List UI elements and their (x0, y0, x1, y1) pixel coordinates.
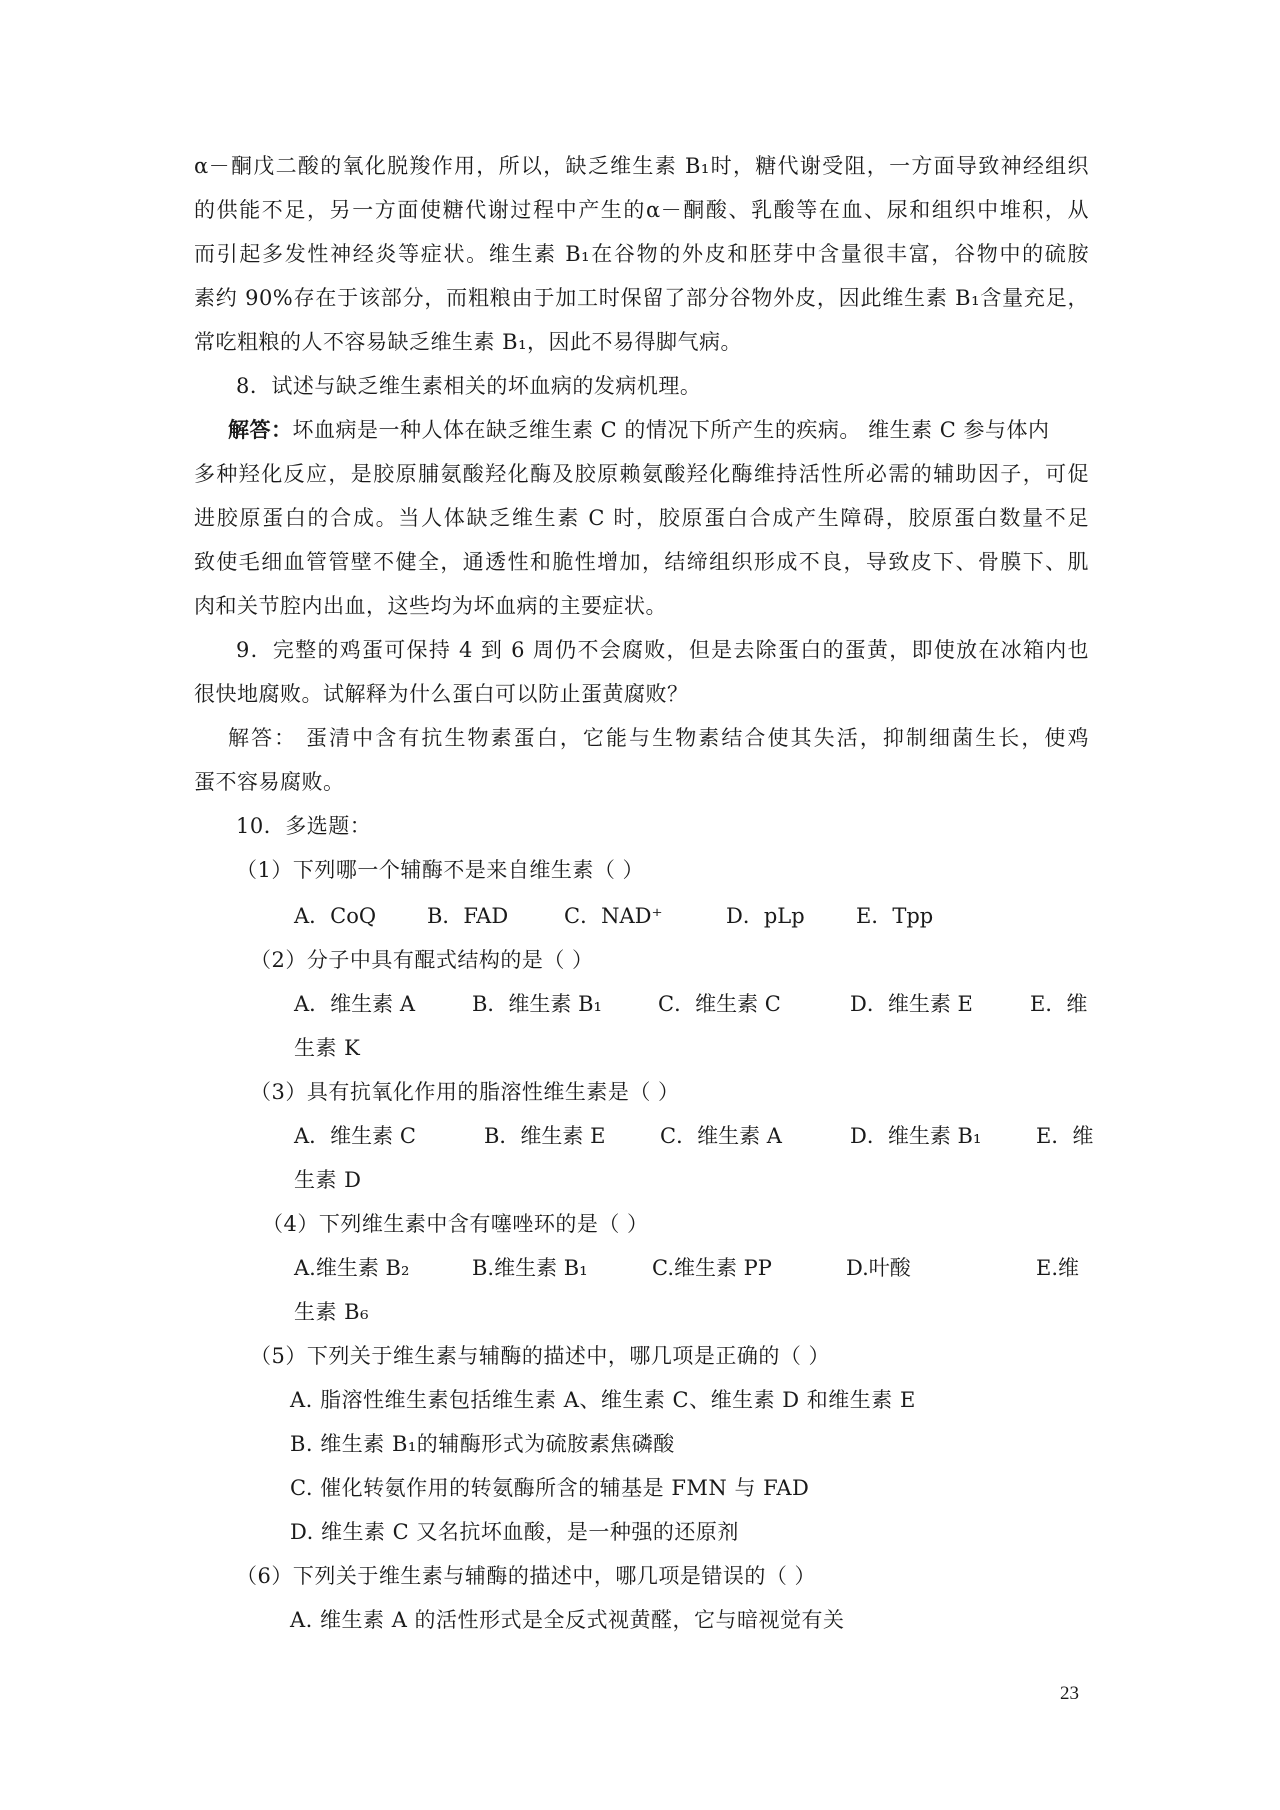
option-b: B. 维生素 B₁的辅酶形式为硫胺素焦磷酸 (290, 1432, 675, 1456)
option-e: E．维 (1030, 992, 1088, 1016)
paragraph-line: α－酮戊二酸的氧化脱羧作用，所以，缺乏维生素 B₁时，糖代谢受阻，一方面导致神经组织 (194, 154, 1089, 178)
subquestion-5: （5）下列关于维生素与辅酶的描述中，哪几项是正确的（ ） (250, 1344, 831, 1368)
option-d: D.叶酸 (846, 1256, 911, 1280)
paragraph-line: 的供能不足，另一方面使糖代谢过程中产生的α－酮酸、乳酸等在血、尿和组织中堆积，从 (194, 198, 1089, 222)
option-e-continuation: 生素 K (294, 1036, 361, 1060)
paragraph-line: 常吃粗粮的人不容易缺乏维生素 B₁，因此不易得脚气病。 (194, 330, 743, 354)
question-9: 9．完整的鸡蛋可保持 4 到 6 周仍不会腐败，但是去除蛋白的蛋黄，即使放在冰箱内也 (236, 638, 1089, 662)
paragraph-line: 蛋不容易腐败。 (194, 770, 345, 794)
option-c: C.维生素 PP (652, 1256, 772, 1280)
paragraph-line: 致使毛细血管管壁不健全，通透性和脆性增加，结缔组织形成不良，导致皮下、骨膜下、肌 (194, 550, 1089, 574)
paragraph-line: 进胶原蛋白的合成。当人体缺乏维生素 C 时，胶原蛋白合成产生障碍，胶原蛋白数量不足 (194, 506, 1089, 530)
option-d: D．维生素 E (850, 992, 973, 1016)
option-e-continuation: 生素 B₆ (294, 1300, 370, 1324)
subquestion-6: （6）下列关于维生素与辅酶的描述中，哪几项是错误的（ ） (236, 1564, 817, 1588)
option-c: C. 催化转氨作用的转氨酶所含的辅基是 FMN 与 FAD (290, 1476, 810, 1500)
question-8: 8．试述与缺乏维生素相关的坏血病的发病机理。 (236, 374, 702, 398)
option-d: D. 维生素 C 又名抗坏血酸，是一种强的还原剂 (290, 1520, 739, 1544)
paragraph-line: 而引起多发性神经炎等症状。维生素 B₁在谷物的外皮和胚芽中含量很丰富，谷物中的硫胺 (194, 242, 1089, 266)
subquestion-3: （3）具有抗氧化作用的脂溶性维生素是（ ） (250, 1080, 680, 1104)
option-a: A. 脂溶性维生素包括维生素 A、维生素 C、维生素 D 和维生素 E (290, 1388, 916, 1412)
option-b: B．维生素 E (484, 1124, 606, 1148)
paragraph-line: 素约 90%存在于该部分，而粗粮由于加工时保留了部分谷物外皮，因此维生素 B₁含量充足， (194, 286, 1089, 310)
subquestion-4: （4）下列维生素中含有噻唑环的是（ ） (262, 1212, 649, 1236)
option-c: C．维生素 A (660, 1124, 782, 1148)
subquestion-1: （1）下列哪一个辅酶不是来自维生素（ ） (236, 858, 645, 882)
answer-label: 解答： (228, 417, 293, 442)
paragraph-line: 很快地腐败。试解释为什么蛋白可以防止蛋黄腐败？ (194, 682, 689, 706)
option-b: B.维生素 B₁ (472, 1256, 588, 1280)
option-a: A．CoQ (294, 904, 377, 928)
option-b: B．FAD (427, 904, 509, 928)
answer-8-first-line (228, 416, 1089, 444)
option-b: B．维生素 B₁ (472, 992, 602, 1016)
option-c: C．维生素 C (658, 992, 781, 1016)
page-number: 23 (1060, 1683, 1079, 1704)
answer-text: 坏血病是一种人体在缺乏维生素 C 的情况下所产生的疾病。 维生素 C 参与体内 (292, 418, 1050, 442)
answer-9-first-line: 解答： 蛋清中含有抗生物素蛋白，它能与生物素结合使其失活，抑制细菌生长，使鸡 (228, 726, 1089, 750)
option-a: A．维生素 C (294, 1124, 416, 1148)
option-e-continuation: 生素 D (294, 1168, 362, 1192)
question-10-heading: 10．多选题： (236, 814, 372, 838)
option-e: E.维 (1036, 1256, 1080, 1280)
option-c: C．NAD⁺ (564, 904, 663, 928)
option-d: D．维生素 B₁ (850, 1124, 982, 1148)
option-a: A. 维生素 A 的活性形式是全反式视黄醛，它与暗视觉有关 (290, 1608, 845, 1632)
option-e: E．Tpp (856, 904, 934, 928)
paragraph-line: 肉和关节腔内出血，这些均为坏血病的主要症状。 (194, 594, 667, 618)
option-d: D．pLp (726, 904, 805, 928)
subquestion-2: （2）分子中具有醌式结构的是（ ） (250, 948, 594, 972)
paragraph-line: 多种羟化反应，是胶原脯氨酸羟化酶及胶原赖氨酸羟化酶维持活性所必需的辅助因子，可促 (194, 462, 1089, 486)
option-e: E．维 (1036, 1124, 1094, 1148)
option-a: A.维生素 B₂ (294, 1256, 410, 1280)
option-a: A．维生素 A (294, 992, 416, 1016)
